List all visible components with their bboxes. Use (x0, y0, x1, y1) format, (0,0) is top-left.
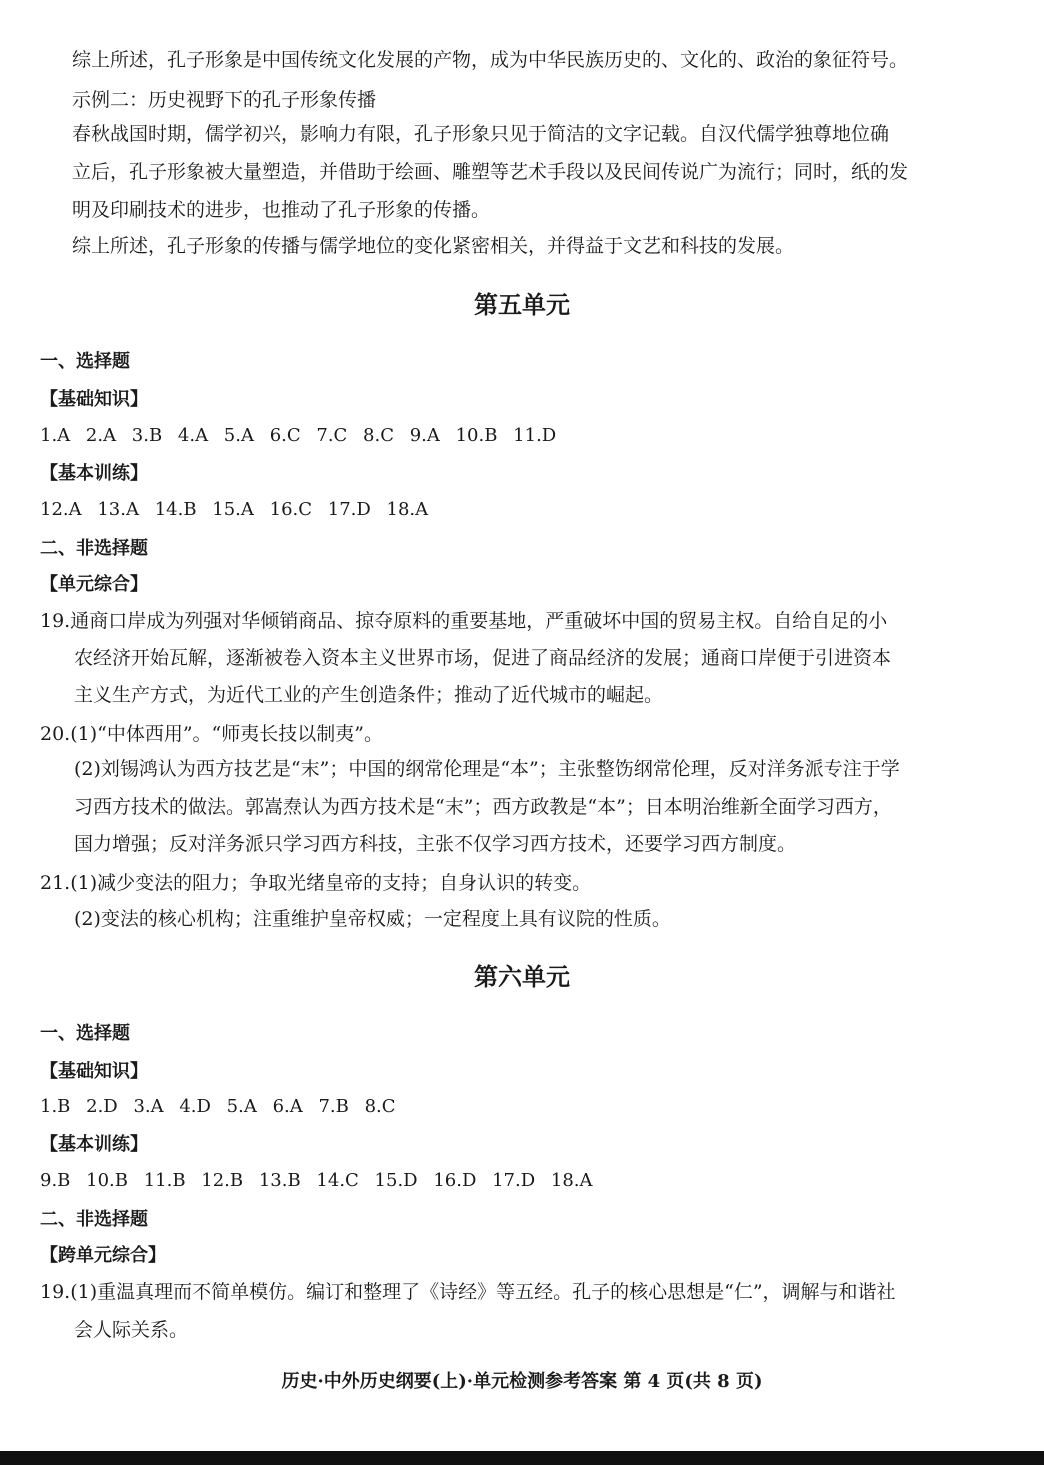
unit-5-q21-part-1: 21.(1)减少变法的阻力；争取光绪皇帝的支持；自身认识的转变。 (40, 872, 592, 894)
unit-5-basic-training-label: 【基本训练】 (40, 463, 148, 484)
page-footer: 历史·中外历史纲要(上)·单元检测参考答案 第 4 页(共 8 页) (281, 1371, 763, 1392)
unit-5-q20-part-2-line-2: 习西方技术的做法。郭嵩焘认为西方技术是“末”；西方政教是“本”；日本明治维新全面学习西方， (74, 796, 892, 818)
unit-6-basic-training-label: 【基本训练】 (40, 1134, 148, 1155)
unit-6-section-choice: 一、选择题 (40, 1023, 130, 1044)
unit-5-q20-part-2-line-3: 国力增强；反对洋务派只学习西方科技，主张不仅学习西方技术，还要学习西方制度。 (74, 833, 797, 855)
unit-6-q19-line-2: 会人际关系。 (74, 1319, 189, 1341)
scan-bottom-edge (0, 1451, 1044, 1465)
intro-summary-1: 综上所述，孔子形象是中国传统文化发展的产物，成为中华民族历史的、文化的、政治的象征符号。 (72, 49, 909, 71)
unit-6-title: 第六单元 (474, 963, 570, 991)
unit-5-title: 第五单元 (474, 291, 570, 319)
unit-6-basic-knowledge-label: 【基础知识】 (40, 1061, 148, 1082)
unit-5-q20-part-1: 20.(1)“中体西用”。“师夷长技以制夷”。 (40, 723, 383, 745)
unit-5-q19-line-2: 农经济开始瓦解，逐渐被卷入资本主义世界市场，促进了商品经济的发展；通商口岸便于引进资本 (74, 647, 892, 669)
unit-5-section-nonchoice: 二、非选择题 (40, 538, 148, 559)
unit-5-q19-line-1: 19.通商口岸成为列强对华倾销商品、掠夺原料的重要基地，严重破坏中国的贸易主权。自给自足的小 (40, 610, 888, 632)
example-2-line-1: 春秋战国时期，儒学初兴，影响力有限，孔子形象只见于简洁的文字记载。自汉代儒学独尊地位确 (72, 123, 890, 145)
unit-5-training-answers: 12.A 13.A 14.B 15.A 16.C 17.D 18.A (40, 499, 429, 520)
example-2-line-2: 立后，孔子形象被大量塑造，并借助于绘画、雕塑等艺术手段以及民间传说广为流行；同时，纸的发 (72, 161, 909, 183)
unit-6-section-nonchoice: 二、非选择题 (40, 1209, 148, 1230)
intro-summary-2: 综上所述，孔子形象的传播与儒学地位的变化紧密相关，并得益于文艺和科技的发展。 (72, 235, 795, 257)
unit-5-basic-answers: 1.A 2.A 3.B 4.A 5.A 6.C 7.C 8.C 9.A 10.B 11.D (40, 425, 557, 446)
unit-6-basic-answers: 1.B 2.D 3.A 4.D 5.A 6.A 7.B 8.C (40, 1096, 396, 1117)
unit-6-training-answers: 9.B 10.B 11.B 12.B 13.B 14.C 15.D 16.D 17.D 18.A (40, 1170, 593, 1191)
unit-5-comprehensive-label: 【单元综合】 (40, 574, 148, 595)
unit-6-cross-comprehensive-label: 【跨单元综合】 (40, 1245, 166, 1266)
unit-5-section-choice: 一、选择题 (40, 351, 130, 372)
example-2-line-3: 明及印刷技术的进步，也推动了孔子形象的传播。 (72, 199, 491, 221)
unit-6-q19-line-1: 19.(1)重温真理而不简单模仿。编订和整理了《诗经》等五经。孔子的核心思想是“仁”，调解与和谐社 (40, 1281, 896, 1303)
unit-5-basic-knowledge-label: 【基础知识】 (40, 389, 148, 410)
unit-5-q21-part-2: (2)变法的核心机构；注重维护皇帝权威；一定程度上具有议院的性质。 (74, 908, 671, 930)
unit-5-q20-part-2-line-1: (2)刘锡鸿认为西方技艺是“末”；中国的纲常伦理是“本”；主张整饬纲常伦理，反对洋务派专注于学 (74, 758, 900, 780)
example-2-title: 示例二：历史视野下的孔子形象传播 (72, 89, 377, 111)
unit-5-q19-line-3: 主义生产方式，为近代工业的产生创造条件；推动了近代城市的崛起。 (74, 684, 664, 706)
